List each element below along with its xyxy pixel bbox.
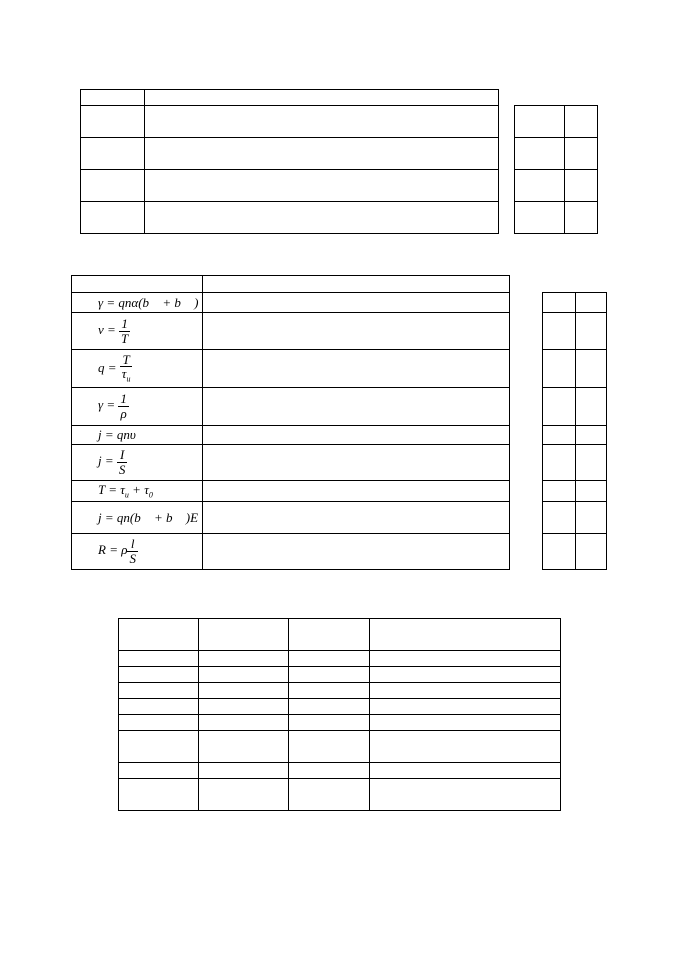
answer-cell[interactable] <box>543 534 576 570</box>
answer-cell[interactable] <box>565 170 598 202</box>
answer-cell[interactable] <box>543 445 576 481</box>
table-3-cell <box>199 683 289 699</box>
table-3-cell <box>289 651 370 667</box>
table-3-cell <box>199 667 289 683</box>
formula-period: $T = \tau_u + \tau_0$ <box>72 481 203 502</box>
table-3 <box>118 618 561 811</box>
table-3-cell <box>199 731 289 763</box>
formula-description <box>203 313 510 350</box>
formula-duty-cycle: q = $\frac{T}{\tau_u}$ <box>72 350 203 388</box>
answer-cell[interactable] <box>576 534 607 570</box>
table-1-cell <box>81 106 145 138</box>
formula-description <box>203 445 510 481</box>
answer-cell[interactable] <box>576 481 607 502</box>
table-3-cell <box>370 779 561 811</box>
table-1 <box>80 89 499 234</box>
answer-cell[interactable] <box>576 502 607 534</box>
formula-frequency: ν = $\frac{1}{T}$ <box>72 313 203 350</box>
formula-description <box>203 502 510 534</box>
table-3-cell <box>119 619 199 651</box>
table-3-cell <box>289 667 370 683</box>
formula-description <box>203 388 510 426</box>
table-1-cell <box>81 138 145 170</box>
answer-cell[interactable] <box>576 445 607 481</box>
answer-cell[interactable] <box>565 138 598 170</box>
formula-description <box>203 426 510 445</box>
answer-cell[interactable] <box>543 293 576 313</box>
table-3-cell <box>289 715 370 731</box>
table-1-cell <box>145 90 499 106</box>
table-1-cell <box>81 202 145 234</box>
table-3-cell <box>289 763 370 779</box>
table-3-cell <box>119 667 199 683</box>
formula-resistivity: γ = $\frac{1}{\rho}$ <box>72 388 203 426</box>
formula-current-density: j = qnυ <box>72 426 203 445</box>
table-3-cell <box>119 699 199 715</box>
formula-table <box>71 275 510 570</box>
table-1-cell <box>145 202 499 234</box>
answer-cell[interactable] <box>543 350 576 388</box>
table-3-cell <box>289 619 370 651</box>
table-3-cell <box>119 779 199 811</box>
answer-cell[interactable] <box>543 388 576 426</box>
table-3-cell <box>199 699 289 715</box>
answer-cell[interactable] <box>515 138 565 170</box>
formula-current-density-area: j = $\frac{I}{S}$ <box>72 445 203 481</box>
table-3-cell <box>199 651 289 667</box>
table-1-cell <box>81 170 145 202</box>
table-3-cell <box>370 651 561 667</box>
table-1-answers <box>514 105 598 234</box>
table-1-cell <box>145 106 499 138</box>
table-3-cell <box>289 731 370 763</box>
formula-answers <box>542 292 607 570</box>
answer-cell[interactable] <box>543 502 576 534</box>
answer-cell[interactable] <box>515 106 565 138</box>
formula-description <box>203 481 510 502</box>
table-3-cell <box>370 683 561 699</box>
table-1-cell <box>81 90 145 106</box>
table-3-cell <box>119 651 199 667</box>
answer-cell[interactable] <box>565 202 598 234</box>
table-3-cell <box>119 763 199 779</box>
answer-cell[interactable] <box>576 426 607 445</box>
table-1-cell <box>145 138 499 170</box>
table-3-cell <box>199 779 289 811</box>
formula-table-header-cell <box>203 276 510 293</box>
formula-conductivity: γ = qnα(b + b ) <box>72 293 203 313</box>
answer-cell[interactable] <box>576 313 607 350</box>
table-3-cell <box>289 779 370 811</box>
table-3-cell <box>370 667 561 683</box>
answer-cell[interactable] <box>576 293 607 313</box>
table-3-cell <box>289 683 370 699</box>
table-3-cell <box>119 683 199 699</box>
answer-cell[interactable] <box>576 388 607 426</box>
table-3-cell <box>199 715 289 731</box>
answer-cell[interactable] <box>576 350 607 388</box>
formula-ohm-law-differential: j = qn(b + b )E <box>72 502 203 534</box>
formula-description <box>203 293 510 313</box>
answer-cell[interactable] <box>543 426 576 445</box>
formula-resistance: R = ρ $\frac{l}{S}$ <box>72 534 203 570</box>
table-1-cell <box>145 170 499 202</box>
answer-cell[interactable] <box>565 106 598 138</box>
formula-table-header-cell <box>72 276 203 293</box>
answer-cell[interactable] <box>515 170 565 202</box>
answer-cell[interactable] <box>543 313 576 350</box>
table-3-cell <box>289 699 370 715</box>
table-3-cell <box>370 763 561 779</box>
table-3-cell <box>199 763 289 779</box>
table-3-cell <box>370 699 561 715</box>
table-3-cell <box>199 619 289 651</box>
answer-cell[interactable] <box>515 202 565 234</box>
table-3-cell <box>370 731 561 763</box>
table-3-cell <box>370 619 561 651</box>
table-3-cell <box>119 715 199 731</box>
answer-cell[interactable] <box>543 481 576 502</box>
formula-description <box>203 534 510 570</box>
table-3-cell <box>370 715 561 731</box>
formula-description <box>203 350 510 388</box>
table-3-cell <box>119 731 199 763</box>
